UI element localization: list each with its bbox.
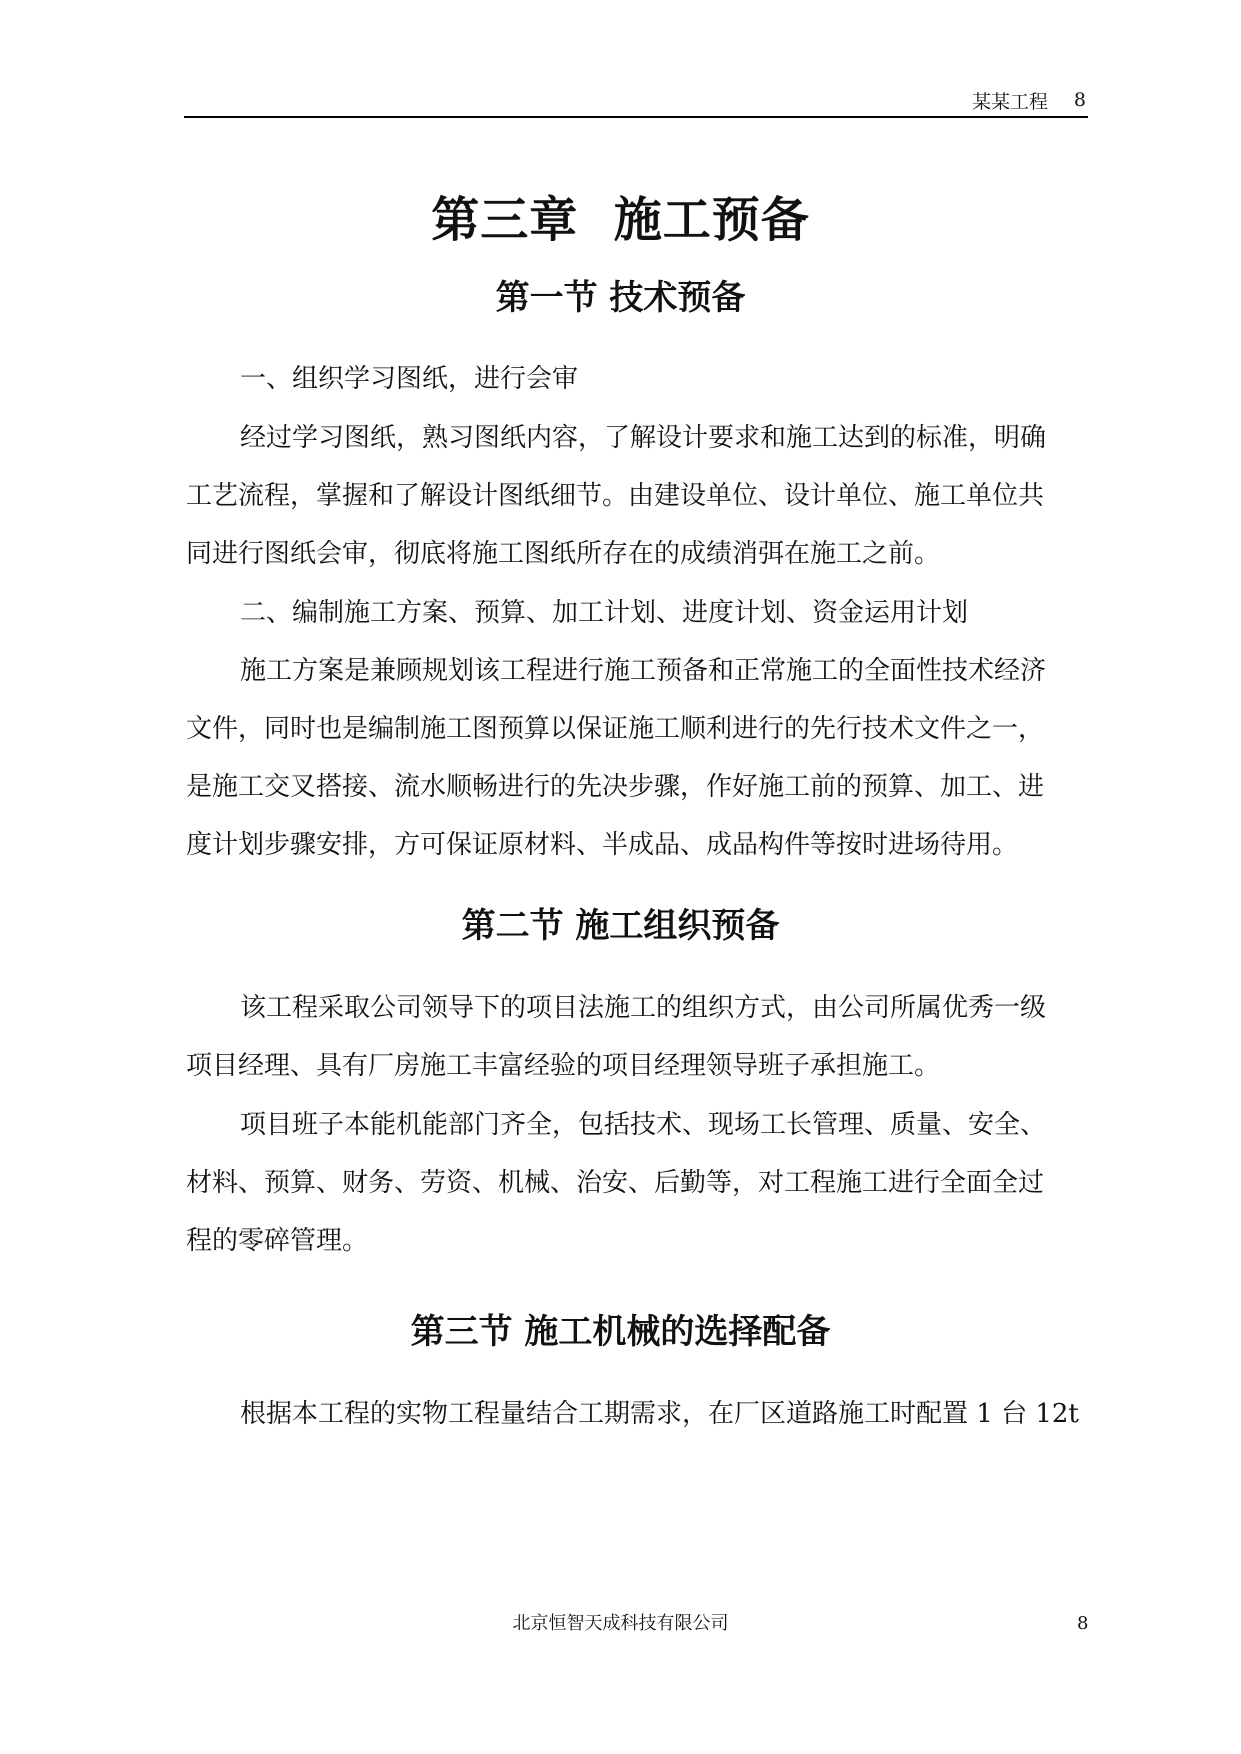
section-title-2: 第二节 施工组织预备: [461, 906, 780, 946]
paragraph-line: 度计划步骤安排，方可保证原材料、半成品、成品构件等按时进场待用。: [186, 830, 1019, 860]
paragraph-line: 项目班子本能机能部门齐全，包括技术、现场工长管理、质量、安全、: [240, 1110, 1047, 1140]
paragraph-line: 同进行图纸会审，彻底将施工图纸所存在的成绩消弭在施工之前。: [186, 539, 941, 569]
paragraph-line: 是施工交叉搭接、流水顺畅进行的先决步骤，作好施工前的预算、加工、进: [186, 772, 1045, 802]
section-title-3: 第三节 施工机械的选择配备: [410, 1312, 831, 1352]
section-1-heading-1: 一、组织学习图纸，进行会审: [240, 364, 579, 394]
chapter-title: 第三章 施工预备: [431, 192, 810, 248]
paragraph-line: 项目经理、具有厂房施工丰富经验的项目经理领导班子承担施工。: [186, 1051, 941, 1081]
header-title: 某某工程: [971, 91, 1048, 113]
paragraph-line: 工艺流程，掌握和了解设计图纸细节。由建设单位、设计单位、施工单位共: [186, 481, 1045, 511]
section-title-1: 第一节 技术预备: [495, 278, 746, 318]
footer-company: 北京恒智天成科技有限公司: [512, 1613, 729, 1634]
footer-page-number: 8: [1077, 1613, 1089, 1634]
section-1-heading-2: 二、编制施工方案、预算、加工计划、进度计划、资金运用计划: [240, 598, 969, 628]
paragraph-line: 该工程采取公司领导下的项目法施工的组织方式，由公司所属优秀一级: [240, 993, 1047, 1023]
paragraph-line: 根据本工程的实物工程量结合工期需求，在厂区道路施工时配置 1 台 12t: [240, 1399, 1079, 1429]
paragraph-line: 经过学习图纸，熟习图纸内容，了解设计要求和施工达到的标准，明确: [240, 423, 1047, 453]
paragraph-line: 施工方案是兼顾规划该工程进行施工预备和正常施工的全面性技术经济: [240, 656, 1047, 686]
paragraph-line: 文件，同时也是编制施工图预算以保证施工顺利进行的先行技术文件之一，: [186, 714, 1045, 744]
paragraph-line: 材料、预算、财务、劳资、机械、治安、后勤等，对工程施工进行全面全过: [186, 1168, 1045, 1198]
page-header: [184, 84, 1088, 118]
paragraph-line: 程的零碎管理。: [186, 1226, 369, 1256]
header-page-number: 8: [1073, 89, 1086, 111]
